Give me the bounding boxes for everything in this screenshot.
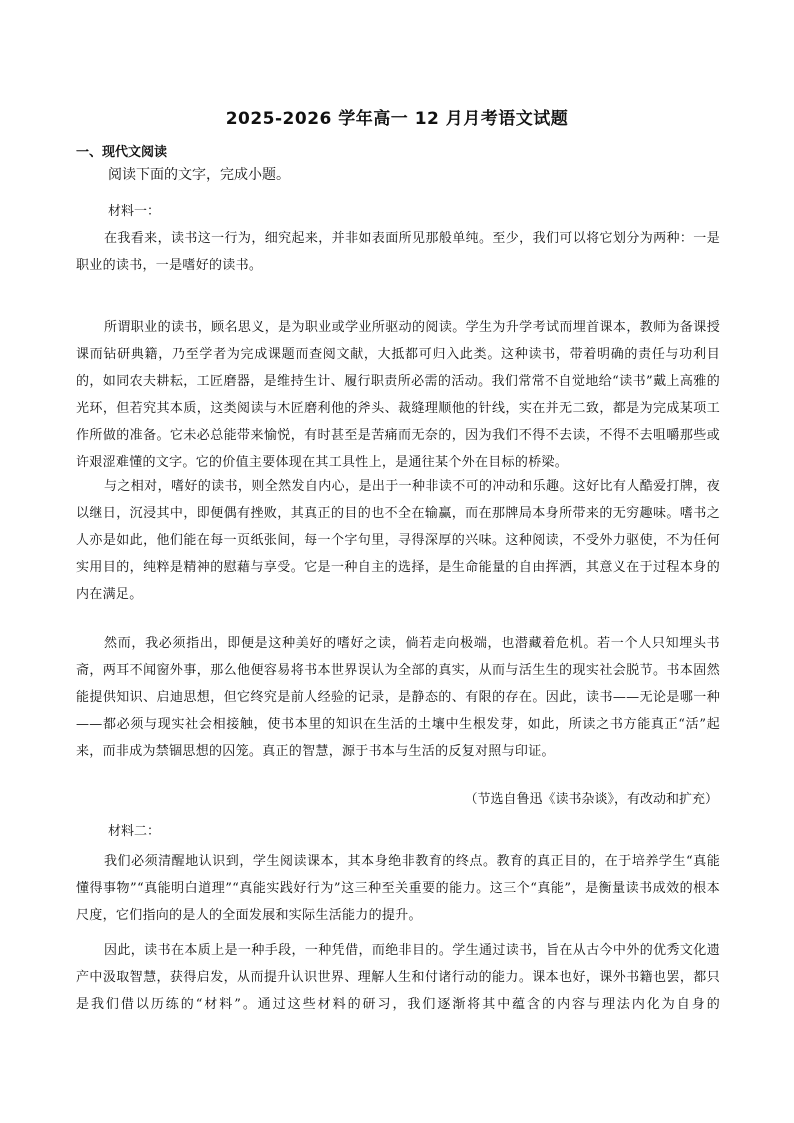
material-one-paragraph: 在我看来，读书这一行为，细究起来，并非如表面所见那般单纯。至少，我们可以将它划分为两种：一是职业的读书，一是嗜好的读书。 xyxy=(76,231,720,273)
material-one-paragraph: 所谓职业的读书，顾名思义，是为职业或学业所驱动的阅读。学生为升学考试而埋首课本，教师为备课授课而钻研典籍，乃至学者为完成课题而查阅文献，大抵都可归入此类。这种读书，带着明确的责任与功利目的，如同农夫耕耘，工匠磨器，是维持生计、履行职责所必需的活动。我们常常不自觉地给“读书”戴上高雅的光环，但若究其本质，这类阅读与木匠磨利他的斧头、裁缝理顺他的针线，实在并无二致，都是为完成某项工作所做的准备。它未必总能带来愉悦，有时甚至是苦痛而无奈的，因为我们不得不去读，不得不去咀嚼那些或许艰涩难懂的文字。它的价值主要体现在其工具性上，是通往某个外在目标的桥梁。 xyxy=(76,320,720,470)
section-heading: 一、现代文阅读 xyxy=(76,145,168,160)
material-two-label: 材料二： xyxy=(108,824,161,839)
material-one-paragraph: 与之相对，嗜好的读书，则全然发自内心，是出于一种非读不可的冲动和乐趣。这好比有人酷爱打牌，夜以继日，沉浸其中，即便偶有挫败，其真正的目的也不全在输赢，而在那牌局本身所带来的无穷趣味。嗜书之人亦是如此，他们能在每一页纸张间，每一个字句里，寻得深厚的兴味。这种阅读，不受外力驱使，不为任何实用目的，纯粹是精神的慰藉与享受。它是一种自主的选择，是生命能量的自由挥洒，其意义在于过程本身的内在满足。 xyxy=(76,479,720,602)
material-two-paragraph: 我们必须清醒地认识到，学生阅读课本，其本身绝非教育的终点。教育的真正目的，在于培养学生“真能懂得事物”“真能明白道理”“真能实践好行为”这三种至关重要的能力。这三个“真能”，是衡量读书成效的根本尺度，它们指向的是人的全面发展和实际生活能力的提升。 xyxy=(76,854,720,923)
material-two-paragraph: 因此，读书在本质上是一种手段，一种凭借，而绝非目的。学生通过读书，旨在从古今中外的优秀文化遗产中汲取智慧，获得启发，从而提升认识世界、理解人生和付诸行动的能力。课本也好，课外书籍也罢，都只是我们借以历练的“材料”。通过这些材料的研习，我们逐渐将其中蕴含的内容与理法内化为自身的 xyxy=(76,943,720,1012)
reading-instruction: 阅读下面的文字，完成小题。 xyxy=(108,167,290,183)
material-one-source: （节选自鲁迅《读书杂谈》，有改动和扩充） xyxy=(464,792,718,807)
exam-title: 2025-2026 学年高一 12 月月考语文试题 xyxy=(225,109,569,129)
material-one-label: 材料一： xyxy=(108,204,161,219)
material-one-paragraph: 然而，我必须指出，即便是这种美好的嗜好之读，倘若走向极端，也潜藏着危机。若一个人只知埋头书斋，两耳不闻窗外事，那么他便容易将书本世界误认为全部的真实，从而与活生生的现实社会脱节。书本固然能提供知识、启迪思想，但它终究是前人经验的记录，是静态的、有限的存在。因此，读书——无论是哪一种——都必须与现实社会相接触，使书本里的知识在生活的土壤中生根发芽，如此，所读之书方能真正“活”起来，而非成为禁锢思想的囚笼。真正的智慧，源于书本与生活的反复对照与印证。 xyxy=(76,636,720,759)
